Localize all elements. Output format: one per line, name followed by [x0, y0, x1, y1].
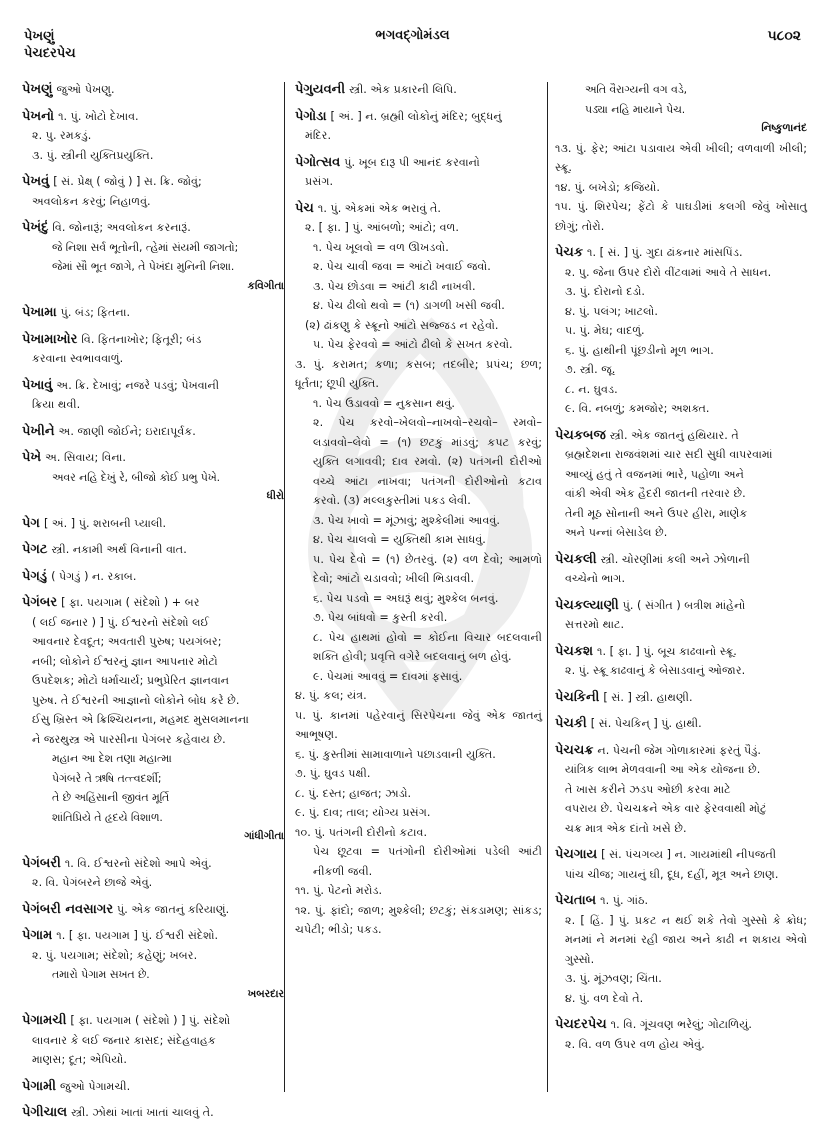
definition: [ ફા. પયગામ ( સંદેશો ) ] પું. સંદેશો — [70, 1014, 231, 1027]
definition-cont: અને પન્નાં બેસાડેલ છે. — [565, 526, 668, 539]
definition-cont: કરવાના સ્વભાવવાળું. — [32, 352, 124, 365]
definition: પું. ( સંગીત ) બત્રીશ માંહેનો — [622, 598, 746, 612]
headword: પેચ — [295, 200, 314, 216]
definition-cont: ઈસુ ખ્રિસ્ત એ ક્રિશ્ચિયનના, મહમદ મુસલમાનના — [32, 713, 249, 726]
entry — [295, 80, 542, 100]
idiom: ૮. પેચ હાથમાં હોવો = કોઈના વિચાર બદલવાની શક્તિ હોવી; પ્રવૃત્તિ વગેરે બદલવાનું બળ હોવું. — [313, 630, 542, 663]
running-header — [24, 28, 801, 68]
quotation-source: ગાંધીગીતા — [244, 830, 284, 842]
entry — [22, 376, 284, 415]
entry — [555, 550, 807, 589]
sense: ૩. પું. મૂંઝવણ; ચિંતા. — [565, 972, 662, 985]
entry — [555, 642, 807, 681]
entry — [22, 448, 284, 507]
sense: ૨. પુ. જેના ઉપર દોરો વીંટવામાં આવે તે સાધન. — [565, 265, 772, 279]
headword: પેખાવું — [22, 377, 53, 393]
definition: [ સં. પ્રેક્ષ્ ( જોવું ) ] સ. ક્રિ. જોવું; — [53, 175, 202, 188]
headword: પેગટ — [22, 542, 48, 557]
entry — [22, 80, 284, 100]
entry — [555, 891, 807, 1008]
definition: ૧. વિ. ગૂંચવણ ભરેલું; ગોટાળિયું. — [610, 1018, 752, 1031]
headword: પેગોડા — [295, 108, 327, 124]
headword: પેગામચી — [22, 1013, 67, 1028]
headword: પેખંદું — [22, 220, 49, 235]
quotation-line: તે છે અહિંસાની જીવંત મૂર્તિ — [52, 791, 170, 804]
sense: ૬. પું. કુસ્તીમાં સામાવાળાને પછાડવાની યુક્તિ. — [295, 747, 496, 761]
quotation-line: તમારો પેગામ સખત છે. — [52, 968, 150, 981]
entry — [22, 900, 284, 920]
definition-cont: સત્તરમો થાટ. — [565, 618, 625, 631]
definition-cont: પુરુષ. તે ઈશ્વરની આજ્ઞાનો લોકોને બોધ કરે છે. — [32, 693, 240, 707]
headword: પેગામી — [22, 1078, 57, 1094]
sense: ૧૪. પું. બખેડો; કજિયો. — [555, 180, 660, 194]
headword: પેચકશ — [555, 643, 594, 659]
entry — [22, 1011, 284, 1070]
headword: પેખામા — [22, 305, 57, 320]
entry — [22, 172, 284, 211]
column-2 — [295, 80, 542, 947]
sense: ૩. પું. કરામત; કળા; કસબ; તદબીર; પ્રપંચ; છળ; ધૂર્તતા; છૂપી યુક્તિ. — [295, 357, 542, 390]
entry — [22, 1077, 284, 1097]
quotation-block — [555, 80, 807, 236]
sense: ૨. પુ. રમકડું. — [32, 129, 92, 142]
idiom: ૫. પેચ દેવો = (૧) છેતરવું. (૨) વળ દેવો; આમળો દેવો; આંટો ચડાવવો; ખીલી ભિડાવવી. — [313, 552, 542, 585]
sense: ૩. પું. દોરાનો દડો. — [565, 285, 645, 298]
sense: ૪. પું. પલંગ; ખાટલો. — [565, 304, 658, 318]
sense: ૨. પું. સ્ક્રૂ કાઢવાનું કે બેસાડવાનું ઓજાર. — [565, 664, 746, 677]
entry — [22, 926, 284, 1004]
definition: ૧. પું. ખોટો દેખાવ. — [58, 109, 139, 123]
sense: ૧૧. પું. પેટનો મરોડ. — [295, 884, 383, 897]
quotation-line: શાંતિપ્રિયે તે હૃદયે વિશાળ. — [52, 810, 163, 824]
sense: ૫. પું. કાનમાં પહેરવાનું સિરપેચના જેવું એક જાતનું આભૂષણ. — [295, 708, 542, 741]
idiom: ૩. પેચ છોડવા = આંટી કાઢી નાખવી. — [313, 279, 476, 293]
idiom: (૨) ઢાંકણુ કે સ્ક્રૂનો આંટો સજ્જડ ન રહેવો. — [305, 318, 499, 332]
definition: ૧. વિ. ઈશ્વરનો સંદેશો આપે એવું. — [64, 856, 212, 870]
headword: પેચક — [555, 245, 584, 260]
quotation-line: પેગંબરે તે ઋષિ તત્ત્વદર્શી; — [52, 771, 162, 785]
definition: ( પેગડું ) ન. રકાબ. — [51, 569, 137, 583]
definition: સ્ત્રી. ઝોથાં ખાતાં ખાતાં ચાલવું તે. — [71, 1106, 214, 1119]
definition-cont: મંદિર. — [305, 129, 332, 142]
definition-cont: માણસ; દૂત; એપિયો. — [32, 1053, 127, 1066]
headword: પેચકિની — [555, 689, 600, 705]
sense: ૪. પું. કલ; યંત્ર. — [295, 689, 367, 702]
quotation-line: પડ્યા નહિ માયાને પેચ. — [585, 102, 686, 116]
definition-cont: ( લઈ જનાર ) ] પું. ઈશ્વરનો સંદેશો લઈ — [32, 615, 210, 629]
sense: ૧૨. પું. ફાંદો; જાળ; મુશ્કેલી; છટકું; સંકડામણ; સાંકડ; ચપેટી; ભીડો; પકડ. — [295, 903, 542, 936]
definition: ન. પેચની જેમ ગોળાકારમાં ફરતું પૈડું. — [597, 743, 761, 757]
headword: પેખવું — [22, 174, 50, 189]
entry — [555, 243, 807, 419]
idiom: ૨. પેચ ચાવી જવા = આંટો ખવાઈ જવો. — [313, 260, 491, 273]
definition: સ્ત્રી. નકામી અર્થ વિનાની વાત. — [51, 543, 187, 556]
definition: પું. ખૂબ દારૂ પી આનંદ કરવાનો — [344, 155, 480, 169]
guide-word-last: પેચદરપેચ — [24, 46, 76, 61]
quotation-line: અવર નહિ દેખું રે, બીજો કોઈ પ્રભુ પેખે. — [52, 470, 221, 484]
entry — [22, 540, 284, 560]
headword: પેખામાખોર — [22, 331, 78, 347]
definition: પું. એક જાતનું કરિયાણું. — [117, 902, 230, 916]
definition: [ સં. પેચકિન્ ] પું. હાથી. — [590, 717, 702, 730]
entry — [22, 514, 284, 534]
quotation-line: મહાન આ દેશ તણા મહાત્મા — [52, 752, 172, 765]
definition-cont: વપરાય છે. પેચચક્રને એક વાર ફેરવવાથી મોટું — [565, 802, 767, 815]
quotation-source: ખબરદાર — [247, 987, 284, 1000]
headword: પેખે — [22, 450, 42, 465]
definition-cont: વાંકી એવી એક હૈદરી જાતની તરવાર છે. — [565, 487, 746, 500]
definition: [ અં. ] ન. બ્રહ્મી લોકોનું મંદિર; બુદ્ધનું — [330, 109, 502, 123]
column-1 — [22, 80, 284, 1130]
sense: ૨. વિ. વળ ઉપર વળ હોય એવું. — [565, 1037, 705, 1051]
sense: ૮. પું. દસ્ત; હાજત; ઝાડો. — [295, 786, 412, 800]
idiom: પેચ છૂટવા = પતંગોની દોરીઓમાં પડેલી આંટી નીકળી જવી. — [313, 845, 542, 878]
definition: ૧. પું. એકમાં એક ભરાવું તે. — [317, 201, 441, 215]
quotation-source: નિષ્કુળાનંદ — [761, 122, 807, 134]
idiom: ૧. પેચ ખૂલવો = વળ ઊખડવો. — [313, 240, 449, 254]
entry — [555, 845, 807, 884]
definition: ૧. [ સં. ] પું. ગુદા ઢાંકનાર માંસપિંડ. — [587, 246, 743, 259]
definition-cont: તે ખાસ કરીને ઝડપ ઓછી કરવા માટે — [565, 782, 731, 796]
idiom: ૩. પેચ ખાવો = મૂંઝાવું; મુશ્કેલીમાં આવવું. — [313, 513, 500, 527]
column-3 — [555, 80, 807, 1061]
entry — [22, 854, 284, 893]
definition-cont: નબી; લોકોને ઈશ્વરનું જ્ઞાન આપનાર મોટો — [32, 654, 218, 668]
headword: પેગંબરી — [22, 855, 61, 871]
book-title: ભગવદ્ગોમંડલ — [375, 28, 450, 43]
idiom: ૨. પેચ કરવો–ખેલવો–નાખવો–રચવો– રમવો–લડાવવો–લેવો = (૧) છટકું માંડવું; કપટ કરવું; યુક્તિ લગાવવી; દાવ રમવો. (૨) પતંગની દોરીઓ વચ્ચે આંટા નાખવા; પતંગની દોરીઓનો કટાવ કરવો. (૩) મલ્લકુસ્તીમાં પકડ લેવી. — [313, 416, 542, 507]
sense: ૯. પું. દાવ; તાલ; યોગ્ય પ્રસંગ. — [295, 806, 431, 819]
sense: ૧૩. પું. ફેર; આંટા પડાવાય એવી ખીલી; વળવાળી ખીલી; સ્ક્રૂ. — [555, 141, 807, 174]
definition-cont: ને જરથુસ્ત્ર એ પારસીના પેગંબર કહેવાય છે. — [32, 732, 226, 746]
headword: પેગ — [22, 515, 40, 531]
quotation-source: કવિગીતા — [247, 279, 284, 292]
definition: પું. બંડ; ફિતના. — [60, 306, 131, 319]
headword: પેગામ — [22, 928, 53, 943]
headword: પેચચક્ર — [555, 742, 594, 758]
definition-cont: પ્રસંગ. — [305, 175, 334, 188]
idiom: ૪. પેચ ચાલવો = યુક્તિથી કામ સાધવું. — [313, 533, 486, 546]
definition: સ્ત્રી. એક જાતનું હથિયાર. તે — [609, 428, 739, 442]
entry — [555, 596, 807, 635]
definition: વિ. ફિતનાખોર; ફિતૂરી; બંડ — [81, 332, 202, 346]
sense: ૮. ન. ઘુવડ. — [565, 382, 618, 396]
idiom: ૪. પેચ ઢીલો થવો = (૧) ડાગળી ખસી જવી. — [313, 299, 505, 312]
definition: ૧. પું. ગાંઠ. — [600, 894, 649, 907]
entry — [22, 218, 284, 296]
idiom: ૫. પેચ ફેરવવો = આંટો ઢીલો કે સખત કરવો. — [313, 338, 513, 351]
headword: પેગોત્સવ — [295, 154, 341, 170]
definition: ૧. [ ફા. પયગામ ] પું. ઈશ્વરી સંદેશો. — [56, 929, 219, 942]
entry — [555, 1015, 807, 1054]
definition: [ સં. પંચગવ્ય ] ન. ગાયમાંથી નીપજતી — [601, 848, 777, 861]
idiom: ૧. પેચ ઉડાવવો = નુકસાન થવું. — [313, 396, 455, 410]
definition: [ સં. ] સ્ત્રી. હાથણી. — [603, 690, 693, 704]
definition-cont: ક્રિયા થવી. — [32, 398, 81, 411]
definition: વિ. જોનારૂં; અવલોકન કરનારૂં. — [52, 221, 191, 234]
entry — [22, 567, 284, 587]
entry — [22, 1103, 284, 1123]
quotation-line: અતિ વૈરાગ્યની વગ વડે, — [585, 83, 688, 96]
definition: અ. જાણી જોઈને; ઇરાદાપૂર્વક. — [58, 424, 196, 438]
sense: ૫. પું. મેઘ; વાદળું. — [565, 324, 645, 337]
headword: પેચગાય — [555, 847, 598, 862]
definition-cont: પાંચ ચીજ; ગાયનું ઘી, દૂધ, દહીં, મૂત્ર અને છાણ. — [565, 867, 779, 881]
headword: પેચકલ્યાણી — [555, 597, 619, 613]
definition: સ્ત્રી. ચોરણીમાં કલી અને ઝોળાની — [600, 552, 750, 566]
sense: ૨. પું. પયગામ; સંદેશો; કહેણું; ખબર. — [32, 948, 198, 962]
definition-cont: બ્રહ્મદેશના રાજવંશમાં ચાર સદી સુધી વાપરવામાં — [565, 448, 773, 461]
headword: પેગુયવની — [295, 82, 346, 97]
definition: અ. ક્રિ. દેખાવું; નજરે પડવું; પેખવાની — [56, 378, 220, 392]
sense: ૧૦. પું. પતંગની દોરીનો કટાવ. — [295, 825, 428, 839]
sense: ૨. વિ. પેગંબરને છાજે એવું. — [32, 876, 153, 889]
entry — [555, 426, 807, 543]
headword: પેગીચાલ — [22, 1105, 68, 1120]
entry — [22, 422, 284, 442]
sense: ૪. પું. વળ દેવો તે. — [565, 991, 644, 1005]
definition-cont: તેની મૂઠ સોનાની અને ઉપર હીરા, માણેક — [565, 506, 748, 520]
idiom: ૬. પેચ પડવો = અઘરૂં થવું; મુશ્કેલ બનવું. — [313, 591, 499, 605]
sense: ૧૫. પું. શિરપેચ; ફેંટો કે પાઘડીમાં કલગી જેવું ખોસાતુ છોગું; તોરો. — [555, 200, 807, 233]
headword: પેગંબર — [22, 595, 58, 610]
columns — [22, 80, 807, 1120]
sense: ૬. પું. હાથીની પૂંછડીનો મૂળ ભાગ. — [565, 343, 714, 357]
guide-word-first: પેખણું — [24, 29, 55, 44]
sense: ૭. પું. ઘુવડ પક્ષી. — [295, 767, 371, 780]
definition: સ્ત્રી. એક પ્રકારની લિપિ. — [349, 83, 457, 96]
sense: ૨. [ ફા. ] પું. આંબળો; આંટો; વળ. — [305, 221, 459, 234]
definition: ૧. [ ફા. ] પું. બૂચ કાઢવાનો સ્ક્રૂ. — [597, 644, 737, 658]
definition-cont: વચ્ચેનો ભાગ. — [565, 572, 626, 585]
headword: પેગડું — [22, 568, 48, 584]
quotation-line: જેમાં સૌ ભૂત જાગે, તે પેખંદા મુનિની નિશા. — [52, 260, 235, 273]
headword: પેખણું — [22, 82, 53, 97]
definition-cont: ઉપદેશક; મોટો ધર્માચાર્ય; પ્રભુપ્રેરિત જ્ઞાનવાન — [32, 674, 230, 687]
entry — [22, 330, 284, 369]
entry — [295, 199, 542, 940]
quotation-line: જે નિશા સર્વ ભૂતોની, ત્હેમાં સંયમી જાગતો; — [52, 240, 239, 254]
headword: પેચકબજ — [555, 427, 606, 443]
headword: પેચકલી — [555, 551, 597, 567]
definition-cont: આવનાર દેવદૂત; અવતારી પુરુષ; પયગંબર; — [32, 635, 222, 648]
entry — [295, 107, 542, 146]
sense: ૯. વિ. નબળું; કમજોર; અશક્ત. — [565, 402, 710, 415]
entry — [555, 714, 807, 734]
definition: જુઓ પેખણુ. — [56, 83, 115, 96]
entry — [22, 303, 284, 323]
headword: પેચકી — [555, 716, 587, 731]
entry — [22, 107, 284, 166]
definition-cont: લાવનાર કે લઈ જનાર કાસદ; સંદેહવાહક — [32, 1033, 216, 1047]
entry — [295, 153, 542, 192]
entry — [22, 593, 284, 847]
headword: પેખનો — [22, 108, 55, 124]
definition-cont: યાંત્રિક લાભ મેળવવાની આ એક યોજના છે. — [565, 763, 761, 776]
headword: પેચતાબ — [555, 893, 597, 908]
idiom: ૯. પેચમાં આવવું = દાવમાં ફસાવું. — [313, 669, 463, 683]
headword: પેખીને — [22, 423, 55, 439]
entry — [555, 688, 807, 708]
definition-cont: અવલોકન કરવું; નિહાળવું. — [32, 194, 151, 208]
headword: પેગંબરી નવસાગર — [22, 901, 114, 917]
sense: ૩. પું. સ્ત્રીની યુક્તિપ્રયુક્તિ. — [32, 148, 154, 162]
definition: અ. સિવાય; વિના. — [45, 451, 126, 464]
quotation-source: ધીરો — [266, 490, 284, 502]
sense: ૨. [ હિં. ] પું. પ્રકટ ન થઈ શકે તેવો ગુસ્સો કે ક્રોધ; મનમાં ને મનમાં રહી જાય અને કાઢી ન શકાય એવો ગુસ્સો. — [565, 913, 807, 966]
definition: જુઓ પેગામચી. — [60, 1079, 131, 1093]
sense: ૭. સ્ત્રી. જૂ. — [565, 363, 616, 376]
page-number: ૫૮૦૨ — [767, 28, 801, 44]
definition-cont: ચક્ર માત્ર એક દાંતો ખસે છે. — [565, 821, 687, 835]
idiom: ૭. પેચ બાંધવો = કુસ્તી કરવી. — [313, 611, 448, 624]
headword: પેચદરપેચ — [555, 1017, 607, 1032]
definition: [ ફા. પયગામ ( સંદેશો ) + બર — [61, 596, 200, 609]
definition-cont: આવ્યું હતું તે વજનમાં ભારે, પહોળા અને — [565, 467, 744, 481]
entry — [555, 741, 807, 839]
definition: [ અં. ] પું. શરાબની પ્યાલી. — [43, 516, 167, 530]
